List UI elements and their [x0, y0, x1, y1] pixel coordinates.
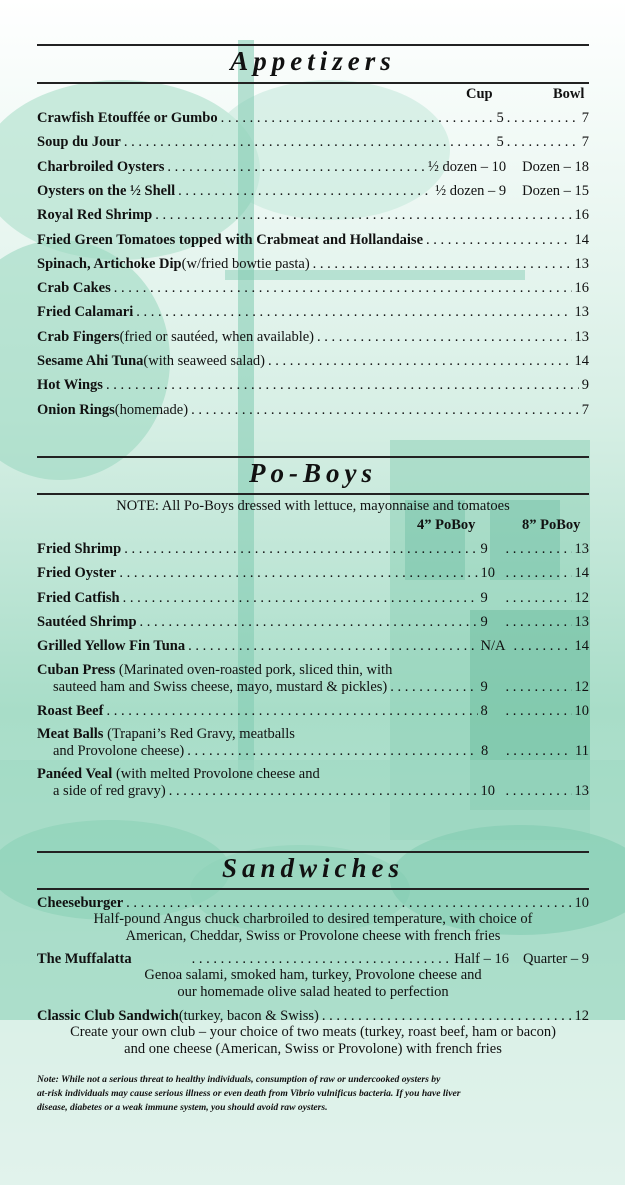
- item-name: Cheeseburger: [37, 895, 124, 911]
- item-price: Dozen – 15: [522, 182, 589, 199]
- item-name: Meat Balls: [37, 726, 104, 742]
- item-price-4: 10: [480, 783, 495, 799]
- item-description: (Marinated oven-roasted pork, sliced thin, with: [115, 662, 393, 678]
- leader-dots: [506, 562, 572, 584]
- item-description: Genoa salami, smoked ham, turkey, Provolone cheese and: [144, 967, 482, 983]
- leader-dots: [221, 107, 494, 129]
- item-price: 7: [581, 401, 589, 418]
- leader-dots: [155, 204, 571, 226]
- item-price: 13: [574, 255, 589, 272]
- item-description: Create your own club – your choice of two meats (turkey, roast beef, ham or bacon): [70, 1024, 556, 1040]
- item-price-8: 14: [574, 565, 589, 582]
- leader-dots: [119, 562, 477, 584]
- leader-dots: [191, 399, 579, 421]
- item-price-small: ½ dozen – 9: [435, 182, 507, 199]
- leader-dots: [268, 350, 572, 372]
- item-price-half: Half – 16: [454, 951, 509, 967]
- list-item: [37, 700, 589, 722]
- item-price: 16: [574, 280, 589, 297]
- item-name: Oysters on the ½ Shell: [37, 182, 176, 199]
- item-name: Charbroiled Oysters: [37, 158, 165, 175]
- item-description: and Provolone cheese): [53, 743, 185, 759]
- leader-dots: [514, 635, 572, 657]
- leader-dots: [507, 131, 579, 153]
- leader-dots: [426, 229, 571, 251]
- list-item: [37, 107, 589, 129]
- item-name: Spinach, Artichoke Dip: [37, 255, 182, 272]
- list-item: [37, 253, 589, 275]
- list-item: [37, 180, 589, 202]
- item-price-4: 10: [480, 565, 495, 582]
- list-item: [37, 635, 589, 657]
- leader-dots: [506, 676, 572, 698]
- item-price-4: 8: [480, 703, 488, 719]
- section-divider: [37, 493, 589, 495]
- list-item: [37, 350, 589, 372]
- sandwiches-title: Sandwiches: [221, 853, 405, 883]
- item-name: Classic Club Sandwich: [37, 1008, 179, 1024]
- leader-dots: [106, 374, 579, 396]
- list-item: [37, 374, 589, 396]
- list-item: [37, 399, 589, 421]
- list-item: [37, 204, 589, 226]
- list-item: [37, 611, 589, 633]
- item-price-4: 8: [481, 743, 489, 759]
- list-item: [37, 131, 589, 153]
- item-name: Fried Oyster: [37, 565, 117, 582]
- eight-inch-column-header: 8” PoBoy: [522, 517, 581, 533]
- list-item: [37, 562, 589, 584]
- item-price-8: 11: [575, 743, 589, 759]
- item-price-8: 13: [574, 783, 589, 799]
- item-price-small: ½ dozen – 10: [428, 158, 507, 175]
- item-description: (fried or sautéed, when available): [119, 328, 315, 345]
- item-price-8: 14: [574, 638, 589, 655]
- bowl-column-header: Bowl: [553, 86, 585, 102]
- item-description: Half-pound Angus chuck charbroiled to desired temperature, with choice of: [93, 911, 533, 927]
- list-item: [37, 587, 589, 609]
- leader-dots: [140, 611, 478, 633]
- leader-dots: [136, 301, 571, 323]
- item-price-small: 5: [496, 134, 504, 151]
- item-name: Cuban Press: [37, 662, 116, 678]
- item-price-8: 13: [574, 541, 589, 557]
- leader-dots: [114, 277, 572, 299]
- item-name: Hot Wings: [37, 377, 103, 394]
- disclaimer-line: at-risk individuals may cause serious illness or even death from Vibrio vulnificus bacteria. If you have liver: [37, 1088, 461, 1099]
- leader-dots: [106, 700, 477, 722]
- list-item: [37, 156, 589, 178]
- item-name: Fried Shrimp: [37, 541, 122, 557]
- item-name: Onion Rings: [37, 401, 115, 418]
- item-price-8: 12: [574, 679, 589, 695]
- item-description: American, Cheddar, Swiss or Provolone cheese with french fries: [125, 928, 501, 944]
- leader-dots: [506, 740, 572, 762]
- item-name: Soup du Jour: [37, 134, 121, 151]
- item-name: Fried Green Tomatoes topped with Crabmeat and Hollandaise: [37, 231, 424, 248]
- item-name: The Muffalatta: [37, 951, 132, 967]
- list-item: [37, 676, 589, 698]
- leader-dots: [123, 587, 478, 609]
- item-price: 7: [581, 134, 589, 151]
- leader-dots: [506, 780, 572, 802]
- item-description: (Trapani’s Red Gravy, meatballs: [103, 726, 295, 742]
- poboys-title: Po-Boys: [249, 458, 377, 488]
- item-price: 16: [574, 207, 589, 224]
- item-description: a side of red gravy): [53, 783, 166, 799]
- item-name: Fried Catfish: [37, 589, 120, 606]
- item-price-quarter: Quarter – 9: [522, 951, 589, 967]
- item-price-4: 9: [480, 589, 488, 606]
- leader-dots: [313, 253, 572, 275]
- leader-dots: [390, 676, 477, 698]
- item-description: (with seaweed salad): [143, 353, 265, 369]
- item-price: 14: [574, 231, 589, 248]
- leader-dots: [506, 587, 572, 609]
- list-item: [37, 740, 589, 762]
- item-description: and one cheese (American, Swiss or Provolone) with french fries: [124, 1041, 502, 1057]
- item-name: Crab Cakes: [37, 280, 111, 297]
- item-name: Panéed Veal: [37, 766, 113, 782]
- item-price-4: 9: [480, 613, 488, 630]
- item-description: (turkey, bacon & Swiss): [178, 1008, 319, 1024]
- leader-dots: [506, 538, 572, 560]
- section-divider: [37, 82, 589, 84]
- leader-dots: [167, 156, 425, 178]
- leader-dots: [178, 180, 432, 202]
- item-price: 13: [574, 304, 589, 321]
- four-inch-column-header: 4” PoBoy: [417, 517, 476, 533]
- disclaimer-line: disease, diabetes or a weak immune system, you should avoid raw oysters.: [37, 1102, 328, 1113]
- leader-dots: [317, 326, 571, 348]
- item-name: Crawfish Etouffée or Gumbo: [37, 110, 218, 126]
- item-name: Sesame Ahi Tuna: [37, 353, 144, 369]
- leader-dots: [506, 700, 572, 722]
- item-price-8: 13: [574, 613, 589, 630]
- appetizers-title: Appetizers: [230, 46, 396, 76]
- cup-column-header: Cup: [466, 86, 493, 102]
- item-price: 14: [574, 353, 589, 369]
- item-description: (homemade): [114, 401, 189, 418]
- item-price-small: 5: [496, 110, 504, 126]
- leader-dots: [507, 107, 579, 129]
- item-name: Sautéed Shrimp: [37, 613, 137, 630]
- leader-dots: [187, 740, 478, 762]
- leader-dots: [188, 635, 477, 657]
- list-item: [37, 277, 589, 299]
- raw-oyster-disclaimer: [37, 1073, 589, 1115]
- leader-dots: [124, 538, 477, 560]
- item-description: our homemade olive salad heated to perfection: [177, 984, 449, 1000]
- list-item: [37, 780, 589, 802]
- disclaimer-line: Note: While not a serious threat to healthy individuals, consumption of raw or undercooked oysters by: [37, 1074, 441, 1085]
- item-price: 9: [581, 377, 589, 394]
- item-name: Royal Red Shrimp: [37, 207, 153, 224]
- item-price-8: 10: [574, 703, 589, 719]
- item-price: 10: [574, 895, 589, 911]
- leader-dots: [506, 611, 572, 633]
- item-name: Crab Fingers: [37, 328, 120, 345]
- item-name: Roast Beef: [37, 703, 104, 719]
- item-description: (with melted Provolone cheese and: [112, 766, 320, 782]
- item-name: Grilled Yellow Fin Tuna: [37, 638, 186, 655]
- section-divider: [37, 888, 589, 890]
- item-price: 12: [574, 1008, 589, 1024]
- list-item: [37, 229, 589, 251]
- item-price: 13: [574, 328, 589, 345]
- item-price-8: 12: [574, 589, 589, 606]
- leader-dots: [169, 780, 478, 802]
- list-item: [37, 326, 589, 348]
- item-price-4: 9: [480, 541, 488, 557]
- item-name: Fried Calamari: [37, 304, 134, 321]
- item-price-4: 9: [480, 679, 488, 695]
- item-description: (w/fried bowtie pasta): [181, 255, 310, 272]
- item-description: sauteed ham and Swiss cheese, mayo, mustard & pickles): [53, 679, 388, 695]
- poboys-note: NOTE: All Po-Boys dressed with lettuce, mayonnaise and tomatoes: [116, 498, 510, 514]
- item-price: 7: [581, 110, 589, 126]
- list-item: [37, 538, 589, 560]
- list-item: [37, 301, 589, 323]
- leader-dots: [124, 131, 494, 153]
- item-price: Dozen – 18: [522, 158, 589, 175]
- item-price-4: N/A: [480, 638, 506, 655]
